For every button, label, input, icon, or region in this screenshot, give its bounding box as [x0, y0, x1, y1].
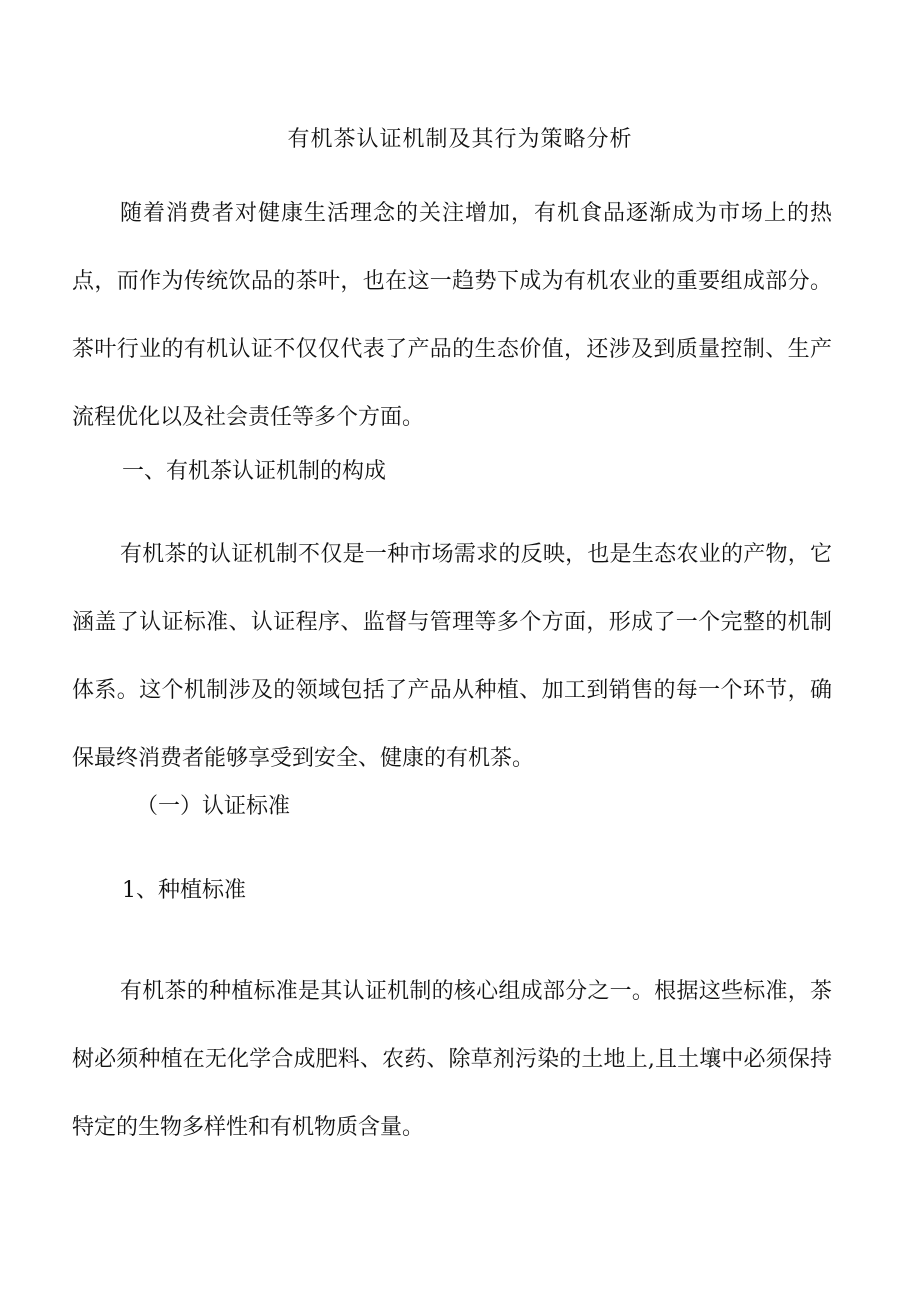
- intro-paragraph: 随着消费者对健康生活理念的关注增加，有机食品逐渐成为市场上的热点，而作为传统饮品的茶叶，也在这一趋势下成为有机农业的重要组成部分。茶叶行业的有机认证不仅仅代表了产品的生态价值，还涉及到质量控制、生产流程优化以及社会责任等多个方面。: [72, 201, 832, 430]
- section-1-paragraph: 有机茶的认证机制不仅是一种市场需求的反映，也是生态农业的产物，它涵盖了认证标准、认证程序、监督与管理等多个方面，形成了一个完整的机制体系。这个机制涉及的领域包括了产品从种植、加工到销售的每一个环节，确保最终消费者能够享受到安全、健康的有机茶。: [72, 542, 832, 771]
- section-1-heading: 一、有机茶认证机制的构成: [122, 459, 387, 484]
- item-1-heading: 1、种植标准: [122, 878, 246, 903]
- subsection-1-heading: （一）认证标准: [136, 794, 291, 819]
- document-title: 有机茶认证机制及其行为策略分析: [287, 127, 633, 152]
- item-1-paragraph: 有机茶的种植标准是其认证机制的核心组成部分之一。根据这些标准，茶树必须种植在无化学合成肥料、农药、除草剂污染的土地上,且土壤中必须保持特定的生物多样性和有机物质含量。: [72, 979, 832, 1140]
